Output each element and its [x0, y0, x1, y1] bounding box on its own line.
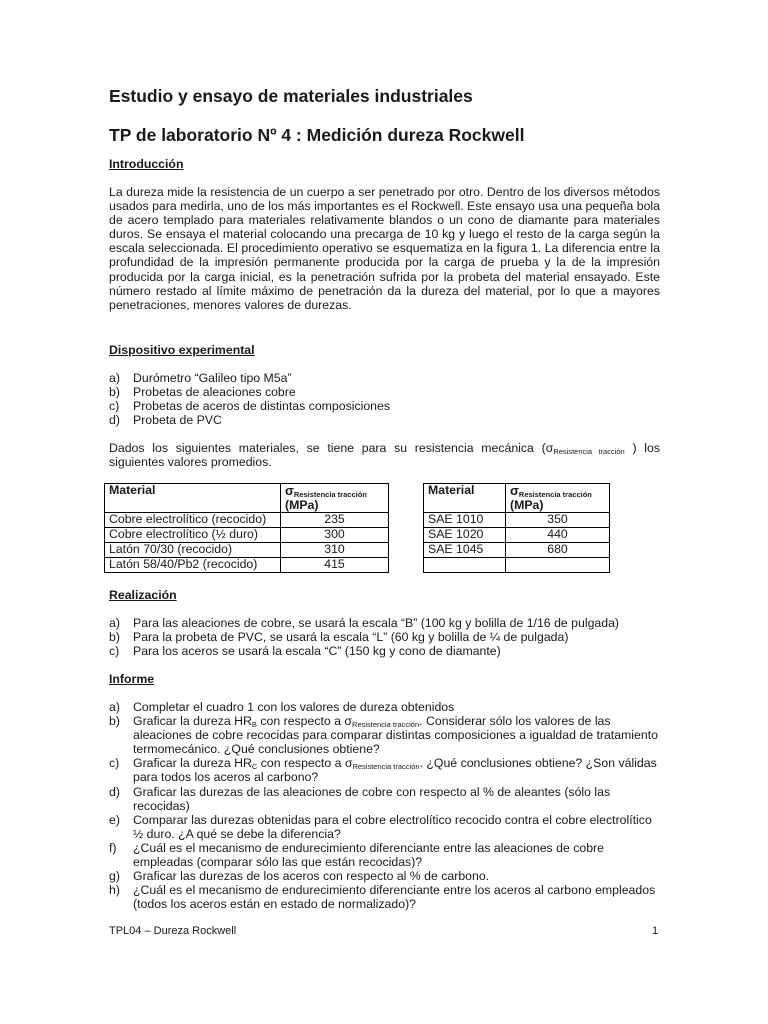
materials-note: Dados los siguientes materiales, se tiene para su resistencia mecánica ($\sigma_{Resistencia tracción}$ ) los siguientes valores promedios. [109, 441, 660, 470]
column-header-strength: $\sigma_{Resistencia tracción}$ (MPa) [506, 484, 610, 513]
table-row: Latón 70/30 (recocido) 310 [105, 543, 389, 558]
document-subtitle: TP de laboratorio Nº 4 : Medición dureza Rockwell [109, 125, 525, 145]
list-item: c) Graficar la dureza $HR_C$ con respecto a $\sigma_{Resistencia tracción}$. ¿Qué conclusiones obtiene? ¿Son válidas para todos los aceros al carbono? [109, 756, 657, 785]
copper-alloys-table [104, 483, 389, 573]
device-list [109, 371, 660, 427]
column-header-strength: $\sigma_{Resistencia tracción}$ (MPa) [281, 484, 389, 513]
list-item: b) Graficar la dureza $HR_B$ con respecto a $\sigma_{Resistencia tracción}$. Considerar sólo los valores de las aleaciones de cobre recocidas para comparar distintas composiciones a igualdad de tratamiento termomecánico. ¿Qué conclusiones obtiene? [109, 714, 658, 757]
list-item: h) ¿Cuál es el mecanismo de endurecimiento diferenciante entre los aceros al carbono empleados (todos los aceros están en estado de normalizado)? [109, 883, 656, 912]
table-row: Cobre electrolítico (½ duro) 300 [105, 528, 389, 543]
intro-paragraph: La dureza mide la resistencia de un cuerpo a ser penetrado por otro. Dentro de los diversos métodos usados para medirla, uno de los más importantes es el Rockwell. Este ensayo usa una pequeña bola de acero templado para materiales relativamente blandos o un cono de diamante para materiales duros. Se ensaya el material colocando una precarga de 10 kg y luego el resto de la carga según la escala seleccionada. El procedimiento operativo se esquematiza en la figura 1. La diferencia entre la profundidad de la impresión permanente producida por la carga de prueba y la de la impresión producida por la carga inicial, es la penetración sufrida por la probeta del material ensayado. Este número restado al límite máximo de penetración da la dureza del material, por lo que a mayores penetraciones, menores valores de durezas. [109, 185, 660, 312]
informe-list [109, 700, 660, 911]
realizacion-heading: Realización [109, 588, 177, 602]
page-number: 1 [652, 925, 659, 937]
list-item: b) Para la probeta de PVC, se usará la escala “L” (60 kg y bolilla de ¼ de pulgada) [109, 630, 569, 645]
footer-label: TPL04 – Dureza Rockwell [109, 925, 237, 937]
list-item: b) Probetas de aleaciones cobre [109, 385, 296, 400]
informe-heading: Informe [109, 672, 155, 686]
intro-heading: Introducción [109, 157, 184, 171]
list-item: e) Comparar las durezas obtenidas para el cobre electrolítico recocido contra el cobre electrolítico ½ duro. ¿A qué se debe la diferencia? [109, 812, 652, 841]
realizacion-list [109, 616, 660, 658]
list-item: c) Para los aceros se usará la escala “C” (150 kg y cono de diamante) [109, 644, 501, 659]
table-row [424, 558, 610, 573]
table-row: SAE 1020 440 [424, 528, 610, 543]
list-item: a) Para las aleaciones de cobre, se usará la escala “B” (100 kg y bolilla de 1/16 de pulgada) [109, 616, 620, 630]
list-item: g) Graficar las durezas de los aceros con respecto al % de carbono. [109, 869, 490, 884]
column-header-material: Material [105, 484, 281, 513]
steel-table [423, 483, 610, 573]
list-item: a) Durómetro “Galileo tipo M5a” [109, 371, 292, 385]
table-row: Cobre electrolítico (recocido) 235 [105, 513, 389, 528]
table-row: SAE 1010 350 [424, 513, 610, 528]
list-item: f) ¿Cuál es el mecanismo de endurecimiento diferenciante entre las aleaciones de cobre empleadas (comparar sólo las que están recocidas)? [109, 840, 604, 870]
list-item: d) Graficar las durezas de las aleaciones de cobre con respecto al % de aleantes (sólo las recocidas) [109, 784, 611, 813]
list-item: d) Probeta de PVC [109, 413, 222, 428]
table-row: SAE 1045 680 [424, 543, 610, 558]
device-heading: Dispositivo experimental [109, 343, 255, 357]
column-header-material: Material [424, 484, 506, 513]
list-item: a) Completar el cuadro 1 con los valores de dureza obtenidos [109, 700, 455, 714]
document-title: Estudio y ensayo de materiales industriales [109, 86, 473, 106]
table-row: Latón 58/40/Pb2 (recocido) 415 [105, 558, 389, 573]
list-item: c) Probetas de aceros de distintas composiciones [109, 399, 391, 414]
